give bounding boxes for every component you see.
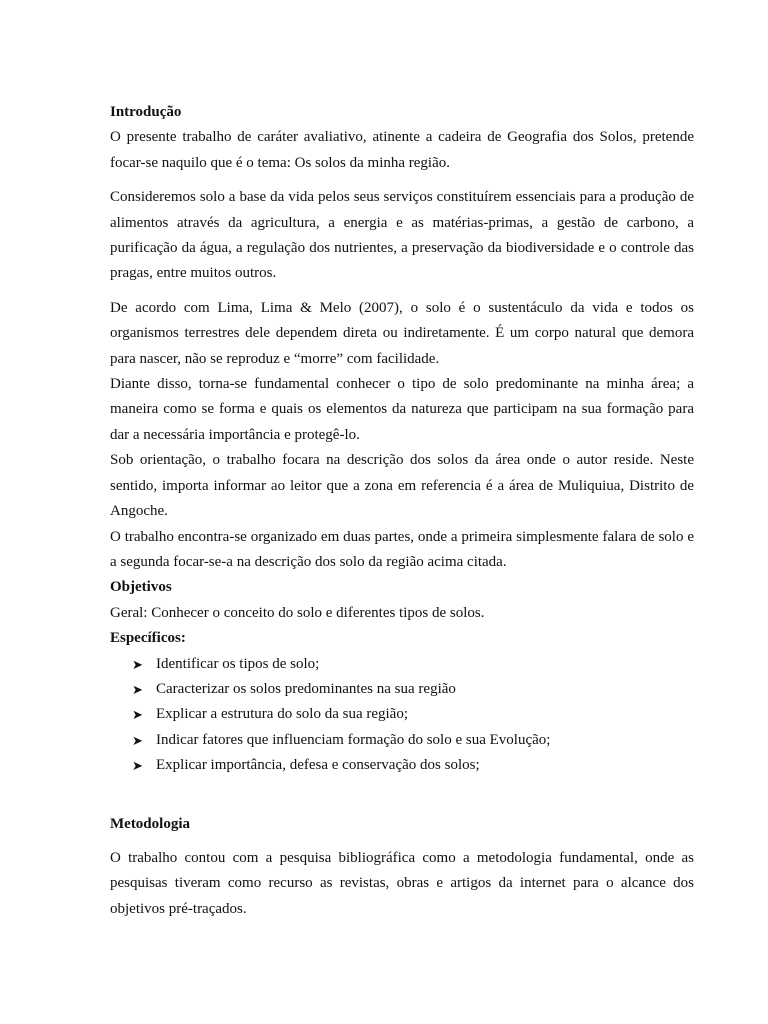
methodology-heading: Metodologia (110, 815, 190, 832)
list-item (110, 677, 694, 702)
list-item-text: Explicar importância, defesa e conservação dos solos; (156, 757, 480, 774)
methodology-paragraph: O trabalho contou com a pesquisa bibliográfica como a metodologia fundamental, onde as pesquisas tiveram como recurso as revistas, obras e artigos da internet para o alcance dos objetivos pré-traçados. (110, 849, 694, 917)
objectives-heading: Objetivos (110, 579, 172, 596)
intro-paragraph-3: De acordo com Lima, Lima & Melo (2007), o solo é o sustentáculo da vida e todos os organismos terrestres dele dependem direta ou indiretamente. É um corpo natural que demora para nascer, não se reproduz e “morre” com facilidade. (110, 299, 694, 367)
objectives-general: Geral: Conhecer o conceito do solo e diferentes tipos de solos. (110, 604, 485, 621)
arrowhead-bullet-icon: ➤ (132, 732, 143, 748)
arrowhead-bullet-icon: ➤ (132, 681, 143, 697)
specific-objectives-list (110, 652, 694, 779)
list-item-text: Explicar a estrutura do solo da sua região; (156, 706, 408, 723)
intro-paragraph-2: Consideremos solo a base da vida pelos seus serviços constituírem essenciais para a produção de alimentos através da agricultura, a energia e as matérias-primas, a gestão de carbono, a purificação da água, a regulação dos nutrientes, a preservação da biodiversidade e o controle das pragas, entre muitos outros. (110, 189, 694, 282)
list-item (110, 702, 694, 727)
list-item (110, 728, 694, 753)
intro-paragraph-4: Diante disso, torna-se fundamental conhecer o tipo de solo predominante na minha área; a maneira como se forma e quais os elementos da natureza que participam na sua formação para dar a necessária importância e protegê-lo. (110, 376, 694, 443)
list-item (110, 753, 694, 778)
list-item (110, 652, 694, 677)
document-page (110, 100, 694, 922)
intro-paragraph-5: Sob orientação, o trabalho focara na descrição dos solos da área onde o autor reside. Neste sentido, importa informar ao leitor que a zona em referencia é a área de Muliquiua, Distrito de Angoche. (110, 452, 694, 520)
objectives-specific-heading: Específicos: (110, 630, 186, 647)
list-item-text: Indicar fatores que influenciam formação do solo e sua Evolução; (156, 731, 551, 748)
arrowhead-bullet-icon: ➤ (132, 707, 143, 723)
arrowhead-bullet-icon: ➤ (132, 656, 143, 672)
arrowhead-bullet-icon: ➤ (132, 758, 143, 774)
intro-paragraph-6: O trabalho encontra-se organizado em duas partes, onde a primeira simplesmente falara de solo e a segunda focar-se-a na descrição dos solo da região acima citada. (110, 528, 694, 570)
intro-heading: Introdução (110, 104, 182, 120)
intro-paragraph-1: O presente trabalho de caráter avaliativo, atinente a cadeira de Geografia dos Solos, pretende focar-se naquilo que é o tema: Os solos da minha região. (110, 129, 694, 171)
list-item-text: Identificar os tipos de solo; (156, 655, 320, 672)
list-item-text: Caracterizar os solos predominantes na sua região (156, 680, 456, 697)
